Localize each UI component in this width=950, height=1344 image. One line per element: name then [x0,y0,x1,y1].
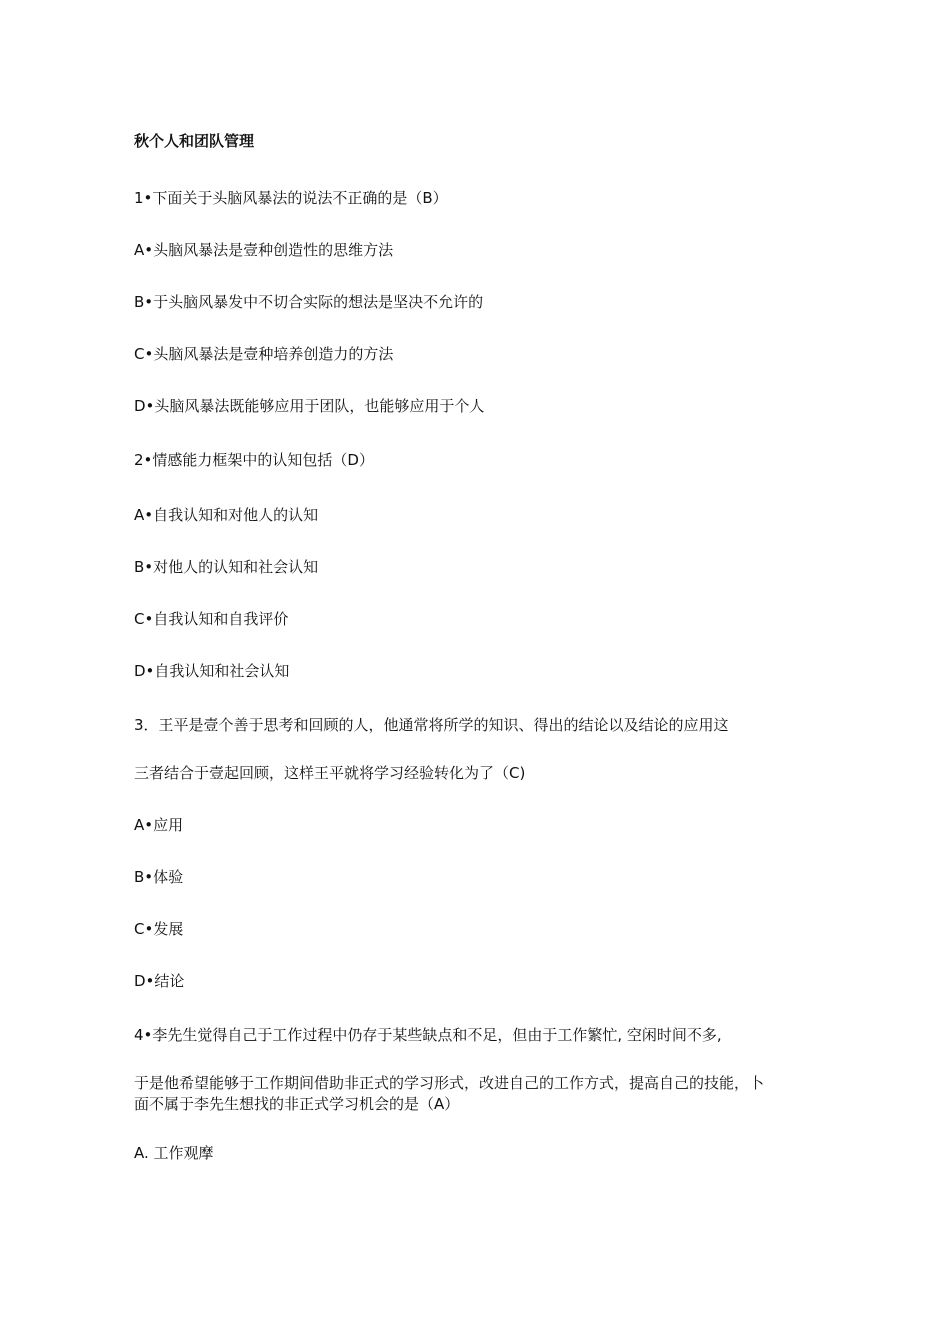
question-3-line-2: 三者结合于壹起回顾，这样王平就将学习经验转化为了（C) [134,764,526,782]
question-3-line-1: 3．王平是壹个善于思考和回顾的人，他通常将所学的知识、得出的结论以及结论的应用这 [134,716,729,734]
question-1: 1•下面关于头脑风暴法的说法不正确的是（B） [134,189,448,207]
question-1-option-d: D•头脑风暴法既能够应用于团队，也能够应用于个人 [134,397,485,415]
question-2: 2•情感能力框架中的认知包括（D） [134,451,374,469]
question-2-option-b: B•对他人的认知和社会认知 [134,558,319,576]
document-title: 秋个人和团队管理 [134,132,255,150]
question-1-option-a: A•头脑风暴法是壹种创造性的思维方法 [134,241,394,259]
question-2-option-c: C•自我认知和自我评价 [134,610,289,628]
question-1-option-b: B•于头脑风暴发中不切合实际的想法是坚决不允许的 [134,293,484,311]
question-1-option-c: C•头脑风暴法是壹种培养创造力的方法 [134,345,394,363]
question-3-option-d: D•结论 [134,972,185,990]
question-4-line-3: 面不属于李先生想找的非正式学习机会的是（A） [134,1095,460,1113]
question-3-option-a: A•应用 [134,816,184,834]
question-3-option-c: C•发展 [134,920,184,938]
question-2-option-a: A•自我认知和对他人的认知 [134,506,319,524]
question-3-option-b: B•体验 [134,868,184,886]
question-4-line-2: 于是他希望能够于工作期间借助非正式的学习形式，改进自己的工作方式，提高自己的技能，卜 [134,1074,765,1092]
question-4-option-a: A. 工作观摩 [134,1144,214,1162]
question-4-line-1: 4•李先生觉得自己于工作过程中仍存于某些缺点和不足，但由于工作繁忙, 空闲时间不多, [134,1026,722,1044]
question-2-option-d: D•自我认知和社会认知 [134,662,290,680]
